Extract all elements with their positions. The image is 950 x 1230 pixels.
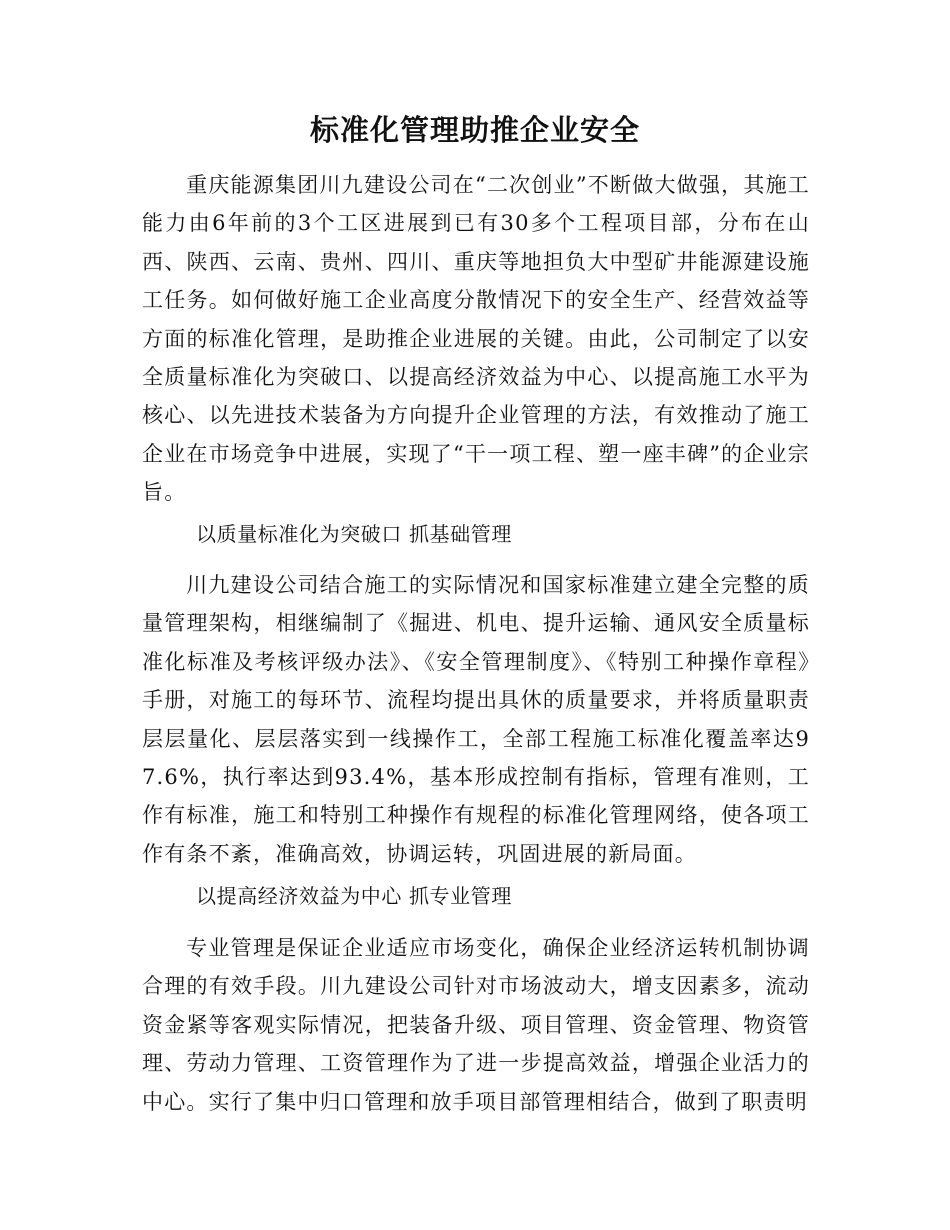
page-title: 标准化管理助推企业安全 bbox=[309, 113, 640, 147]
paragraph-quality: 川九建设公司结合施工的实际情况和国家标准建立建全完整的质量管理架构，相继编制了《掘进、机电、提升运输、通风安全质量标准化标准及考核评级办法》、《安全管理制度》、《特别工种操作章程》手册，对施工的每环节、流程均提出具休的质量要求，并将质量职责层层量化、层层落实到一线操作工，全部工程施工标准化覆盖率达97.6%，执行率达到93.4%，基本形成控制有指标，管理有准则，工作有标准，施工和特别工种操作有规程的标准化管理网络，使各项工作有条不紊，准确高效，协调运转，巩固进展的新局面。 bbox=[142, 573, 810, 866]
paragraph-intro: 重庆能源集团川九建设公司在“二次创业”不断做大做强，其施工能力由6年前的3个工区进展到已有30多个工程项目部，分布在山西、陕西、云南、贵州、四川、重庆等地担负大中型矿井能源建设施工任务。如何做好施工企业高度分散情况下的安全生产、经营效益等方面的标准化管理，是助推企业进展的关键。由此，公司制定了以安全质量标准化为突破口、以提高经济效益为中心、以提高施工水平为核心、以先进技术装备为方向提升企业管理的方法，有效推动了施工企业在市场竞争中进展，实现了“干一项工程、塑一座丰碑”的企业宗旨。 bbox=[142, 173, 810, 505]
section-heading-efficiency: 以提高经济效益为中心 抓专业管理 bbox=[196, 884, 512, 908]
section-heading-quality: 以质量标准化为突破口 抓基础管理 bbox=[196, 522, 512, 546]
paragraph-efficiency: 专业管理是保证企业适应市场变化，确保企业经济运转机制协调合理的有效手段。川九建设公司针对市场波动大，增支因素多，流动资金紧等客观实际情况，把装备升级、项目管理、资金管理、物资管理、劳动力管理、工资管理作为了进一步提高效益，增强企业活力的中心。实行了集中归口管理和放手项目部管理相结合，做到了职责明 bbox=[142, 936, 810, 1114]
